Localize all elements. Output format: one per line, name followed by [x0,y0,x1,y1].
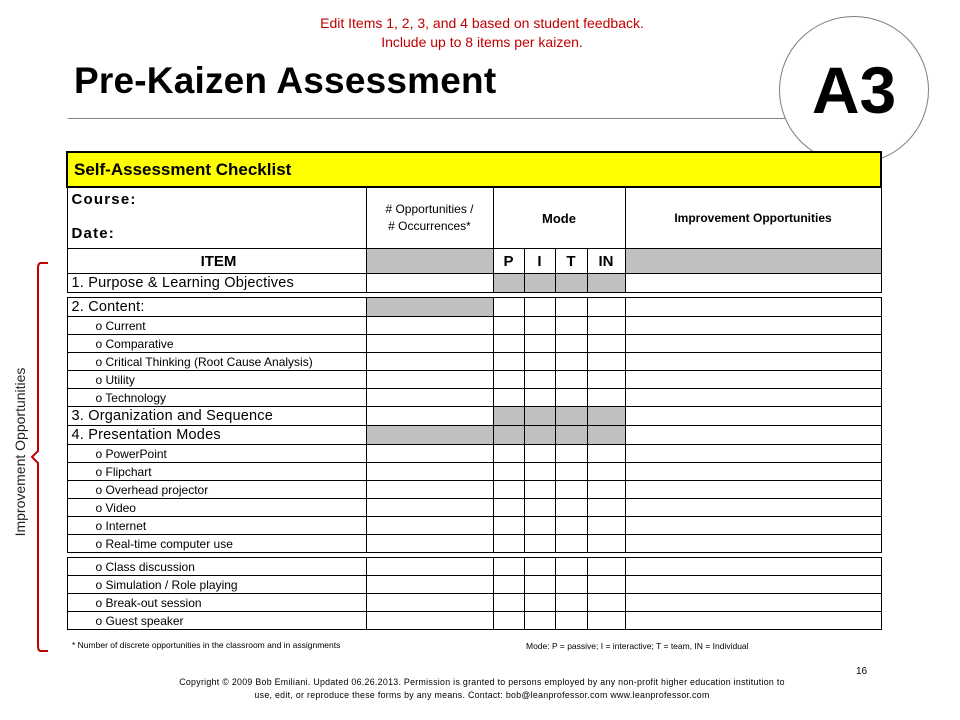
mode-cell-t[interactable] [555,371,587,389]
mode-cell-p[interactable] [493,594,524,612]
checklist-row [67,558,881,576]
mode-cell-in[interactable] [587,481,625,499]
footnote-mode: Mode: P = passive; I = interactive; T = team, IN = Individual [526,641,749,651]
item-header: ITEM [67,249,366,274]
mode-cell-in[interactable] [587,576,625,594]
mode-cell-i[interactable] [524,558,555,576]
side-label-text: Improvement Opportunities [12,367,28,537]
checklist-subitem-label: o Real-time computer use [67,535,366,553]
checklist-row [67,389,881,407]
mode-cell-i [524,407,555,426]
page-number: 16 [856,666,868,677]
checklist-subitem-label: o Critical Thinking (Root Cause Analysis) [67,353,366,371]
mode-cell-in[interactable] [587,445,625,463]
mode-cell-t[interactable] [555,298,587,317]
checklist-item-label: 3. Organization and Sequence [67,407,366,426]
improvement-cell[interactable] [625,407,881,426]
date-label: Date: [71,225,116,242]
course-label: Course: [71,191,137,208]
copyright-notice [94,676,870,702]
mode-cell-p[interactable] [493,317,524,335]
mode-cell-in[interactable] [587,371,625,389]
mode-cell-in[interactable] [587,463,625,481]
checklist-subitem-label: o Comparative [67,335,366,353]
mode-cell-in[interactable] [587,558,625,576]
checklist-row [67,317,881,335]
mode-cell-t [555,426,587,445]
item-header-row [67,249,881,274]
mode-cell-in[interactable] [587,389,625,407]
improvement-header: Improvement Opportunities [625,187,881,249]
checklist-item-label: 4. Presentation Modes [67,426,366,445]
mode-cell-i[interactable] [524,463,555,481]
checklist-row [67,353,881,371]
mode-cell-t [555,274,587,293]
opportunities-header [366,187,493,249]
mode-cell-p[interactable] [493,499,524,517]
page-title: Pre-Kaizen Assessment [74,60,497,101]
mode-cell-t[interactable] [555,445,587,463]
mode-cell-t[interactable] [555,594,587,612]
opportunities-cell[interactable] [366,389,493,407]
improvement-cell[interactable] [625,481,881,499]
improvement-cell[interactable] [625,371,881,389]
improvement-cell[interactable] [625,274,881,293]
mode-cell-i[interactable] [524,499,555,517]
opportunities-cell[interactable] [366,371,493,389]
mode-cell-p[interactable] [493,445,524,463]
checklist-row [67,463,881,481]
mode-cell-in [587,274,625,293]
mode-cell-t[interactable] [555,558,587,576]
opportunities-cell [366,298,493,317]
mode-cell-p [493,274,524,293]
improvement-cell[interactable] [625,517,881,535]
checklist-row [67,594,881,612]
mode-cell-i[interactable] [524,317,555,335]
instruction-note [268,14,696,52]
title-divider [68,118,868,119]
mode-cell-t[interactable] [555,576,587,594]
opportunities-cell[interactable] [366,517,493,535]
mode-cell-p[interactable] [493,335,524,353]
improvement-cell[interactable] [625,535,881,553]
mode-cell-t[interactable] [555,499,587,517]
mode-header: Mode [493,187,625,249]
opportunities-header-line-1: # Opportunities / [385,202,474,216]
mode-cell-i[interactable] [524,298,555,317]
improvement-cell[interactable] [625,499,881,517]
mode-cell-i[interactable] [524,576,555,594]
opportunities-header-shade [366,249,493,274]
opportunities-cell[interactable] [366,558,493,576]
checklist-row [67,426,881,445]
checklist-row [67,576,881,594]
opportunities-cell[interactable] [366,535,493,553]
improvement-cell[interactable] [625,594,881,612]
checklist-row [67,445,881,463]
mode-cell-i[interactable] [524,612,555,630]
opportunities-cell[interactable] [366,445,493,463]
improvement-cell[interactable] [625,317,881,335]
mode-cell-t[interactable] [555,335,587,353]
mode-cell-i[interactable] [524,335,555,353]
opportunities-cell[interactable] [366,463,493,481]
opportunities-header-line-2: # Occurrences* [388,219,471,233]
course-date-cell[interactable] [67,187,366,249]
checklist-row [67,535,881,553]
improvement-cell[interactable] [625,335,881,353]
checklist-row [67,499,881,517]
checklist-row [67,517,881,535]
checklist-subitem-label: o PowerPoint [67,445,366,463]
mode-cell-t[interactable] [555,389,587,407]
mode-cell-t[interactable] [555,481,587,499]
mode-cell-in [587,426,625,445]
checklist-subitem-label: o Break-out session [67,594,366,612]
mode-cell-i[interactable] [524,445,555,463]
checklist-subitem-label: o Class discussion [67,558,366,576]
footnote-opportunities: * Number of discrete opportunities in the classroom and in assignments [72,640,341,650]
improvement-cell[interactable] [625,389,881,407]
instruction-note-line-1: Edit Items 1, 2, 3, and 4 based on student feedback. [320,15,644,31]
mode-cell-in[interactable] [587,535,625,553]
mode-cell-p[interactable] [493,353,524,371]
opportunities-cell [366,426,493,445]
mode-cell-t[interactable] [555,353,587,371]
improvement-cell[interactable] [625,463,881,481]
improvement-cell[interactable] [625,558,881,576]
checklist-subitem-label: o Video [67,499,366,517]
checklist-row [67,371,881,389]
mode-cell-i [524,274,555,293]
mode-cell-in[interactable] [587,517,625,535]
checklist-item-label: 1. Purpose & Learning Objectives [67,274,366,293]
improvement-header-shade [625,249,881,274]
mode-cell-t[interactable] [555,463,587,481]
mode-cell-i[interactable] [524,594,555,612]
mode-cell-i[interactable] [524,389,555,407]
opportunities-cell[interactable] [366,481,493,499]
mode-cell-p[interactable] [493,371,524,389]
mode-cell-in[interactable] [587,335,625,353]
opportunities-cell[interactable] [366,274,493,293]
mode-cell-t [555,407,587,426]
form-badge: A3 [779,16,929,164]
mode-cell-t[interactable] [555,612,587,630]
mode-cell-i[interactable] [524,481,555,499]
mode-letter-in: IN [587,249,625,274]
checklist-subitem-label: o Technology [67,389,366,407]
opportunities-cell[interactable] [366,317,493,335]
checklist-row [67,298,881,317]
bracket-icon [28,262,52,652]
opportunities-cell[interactable] [366,335,493,353]
copyright-line-1: Copyright © 2009 Bob Emiliani. Updated 06.26.2013. Permission is granted to persons employed by any non-profit higher education institution to [179,677,785,687]
mode-cell-t[interactable] [555,535,587,553]
mode-cell-in[interactable] [587,499,625,517]
checklist-title-row [67,152,881,187]
opportunities-cell[interactable] [366,407,493,426]
course-date-row [67,187,881,249]
opportunities-cell[interactable] [366,576,493,594]
mode-cell-i[interactable] [524,535,555,553]
opportunities-cell[interactable] [366,612,493,630]
mode-cell-i[interactable] [524,371,555,389]
checklist-subitem-label: o Overhead projector [67,481,366,499]
mode-cell-p[interactable] [493,535,524,553]
checklist-row [67,612,881,630]
mode-cell-p[interactable] [493,463,524,481]
checklist-subitem-label: o Utility [67,371,366,389]
mode-cell-p [493,407,524,426]
copyright-line-2: use, edit, or reproduce these forms by any means. Contact: bob@leanprofessor.com www.leanprofessor.com [254,690,710,700]
mode-cell-in[interactable] [587,612,625,630]
checklist-subitem-label: o Guest speaker [67,612,366,630]
opportunities-cell[interactable] [366,353,493,371]
improvement-cell[interactable] [625,445,881,463]
mode-cell-p[interactable] [493,517,524,535]
checklist-row [67,274,881,293]
opportunities-cell[interactable] [366,594,493,612]
mode-cell-i[interactable] [524,517,555,535]
mode-cell-p[interactable] [493,612,524,630]
checklist-title: Self-Assessment Checklist [67,152,881,187]
mode-cell-t[interactable] [555,317,587,335]
mode-cell-p[interactable] [493,558,524,576]
mode-cell-p[interactable] [493,481,524,499]
mode-cell-p[interactable] [493,298,524,317]
mode-cell-p [493,426,524,445]
improvement-cell[interactable] [625,426,881,445]
checklist-subitem-label: o Current [67,317,366,335]
checklist-subitem-label: o Simulation / Role playing [67,576,366,594]
improvement-cell[interactable] [625,353,881,371]
mode-letter-i: I [524,249,555,274]
checklist-subitem-label: o Internet [67,517,366,535]
improvement-cell[interactable] [625,576,881,594]
mode-cell-t[interactable] [555,517,587,535]
checklist-row [67,335,881,353]
mode-cell-i [524,426,555,445]
opportunities-cell[interactable] [366,499,493,517]
mode-cell-p[interactable] [493,576,524,594]
mode-cell-in [587,407,625,426]
mode-cell-in[interactable] [587,353,625,371]
checklist-subitem-label: o Flipchart [67,463,366,481]
mode-letter-t: T [555,249,587,274]
mode-cell-i[interactable] [524,353,555,371]
self-assessment-checklist [66,151,882,630]
mode-cell-in[interactable] [587,594,625,612]
instruction-note-line-2: Include up to 8 items per kaizen. [381,34,583,50]
mode-cell-p[interactable] [493,389,524,407]
improvement-cell[interactable] [625,612,881,630]
improvement-cell[interactable] [625,298,881,317]
mode-cell-in[interactable] [587,298,625,317]
checklist-row [67,407,881,426]
checklist-row [67,481,881,499]
mode-letter-p: P [493,249,524,274]
checklist-item-label: 2. Content: [67,298,366,317]
mode-cell-in[interactable] [587,317,625,335]
